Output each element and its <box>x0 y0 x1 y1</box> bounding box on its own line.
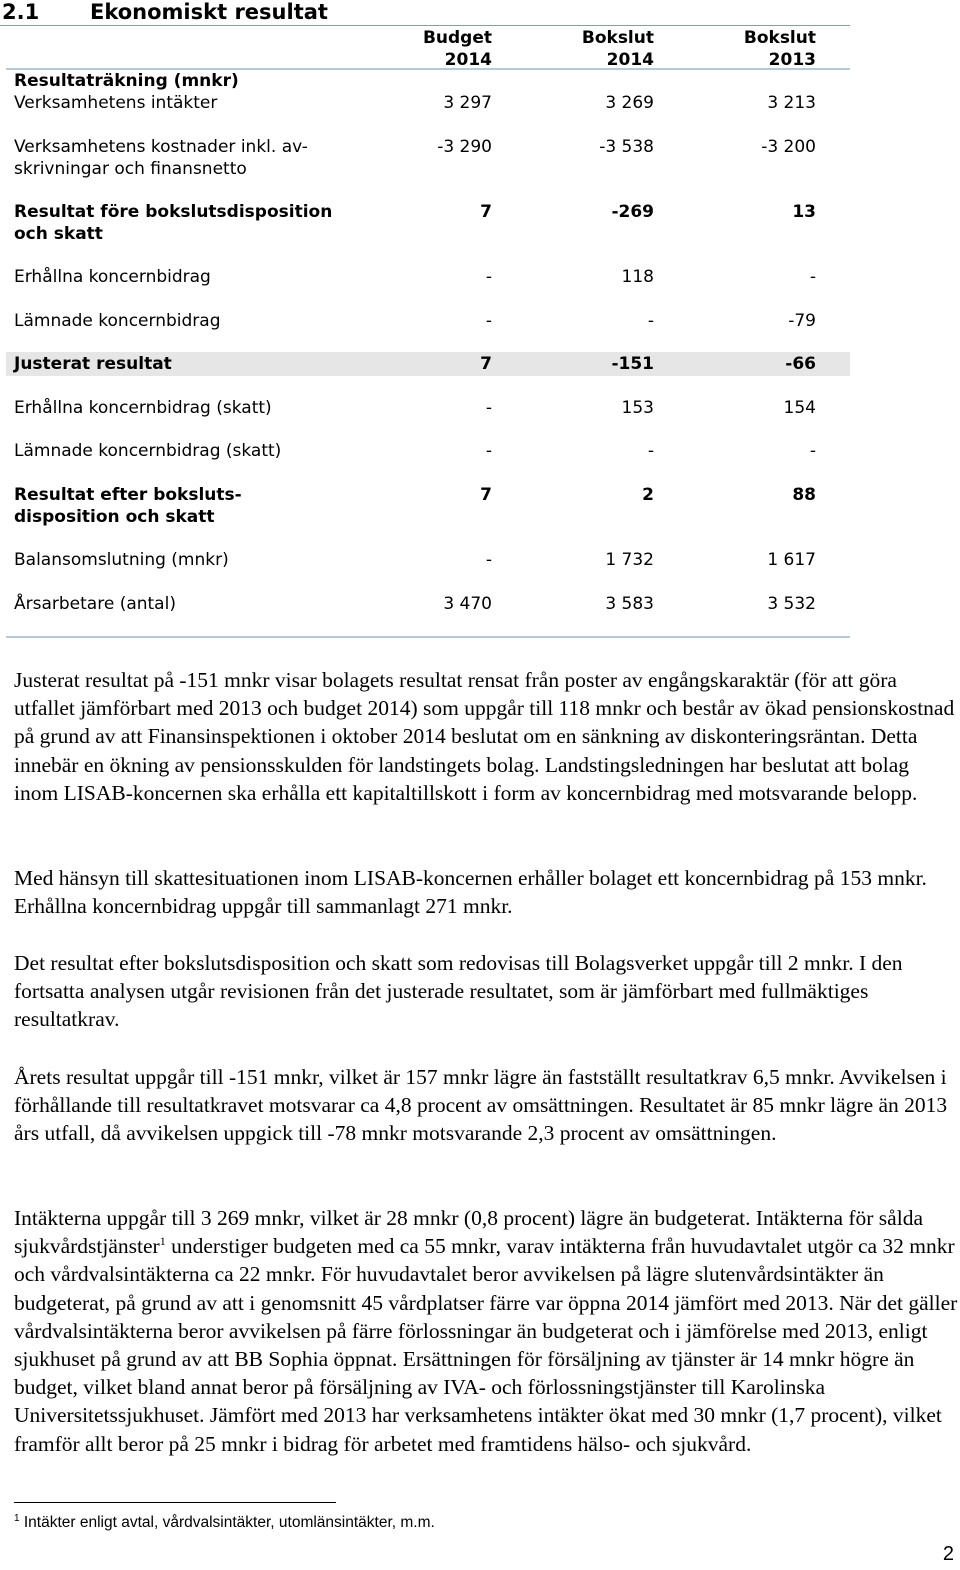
paragraph: Årets resultat uppgår till -151 mnkr, vilket är 157 mnkr lägre än fastställt resultatkrav 6,5 mnkr. Avvikelsen i förhållande till resultatkravet motsvarar ca 4,8 procent av omsättningen. Resultatet är 85 mnkr lägre än 2013 års utfall, då avvikelsen uppgick till -78 mnkr motsvarande 2,3 procent av omsättningen. <box>14 1065 948 1146</box>
footnote <box>14 1514 435 1532</box>
section-heading <box>0 0 850 26</box>
table-bottom-rule <box>6 636 850 638</box>
paragraph: Det resultat efter bokslutsdisposition och skatt som redovisas till Bolagsverket uppgår till 2 mnkr. I den fortsatta analysen utgår revisionen från det justerade resultatet, som är jämförbart med fullmäktiges resultatkrav. <box>14 951 903 1032</box>
paragraph: Med hänsyn till skattesituationen inom LISAB-koncernen erhåller bolaget ett koncernbidrag på 153 mnkr. Erhållna koncernbidrag uppgår till sammanlagt 271 mnkr. <box>14 866 927 919</box>
section-title: Ekonomiskt resultat <box>90 0 328 24</box>
column-header-budget-2014: Budget 2014 <box>422 28 492 70</box>
section-number: 2.1 <box>2 0 40 24</box>
footnote-number: 1 <box>14 1512 20 1524</box>
footnote-text: Intäkter enligt avtal, vårdvalsintäkter, utomlänsintäkter, m.m. <box>23 1514 435 1531</box>
paragraph: Intäkterna uppgår till 3 269 mnkr, vilket är 28 mnkr (0,8 procent) lägre än budgeterat. Intäkterna för sålda sjukvårdstjänster$^1$ understiger budgeten med ca 55 mnkr, varav intäkterna från huvudavtalet utgör ca 32 mnkr och vårdvalsintäkterna ca 22 mnkr. För huvudavtalet beror avvikelsen på lägre slutenvårdsintäkter än budgeterat, på grund av att i genomsnitt 45 vårdplatser färre var öppna 2014 jämfört med 2013. När det gäller vårdvalsintäkterna beror avvikelsen på färre förlossningar än budgeterat och i jämförelse med 2013, enligt sjukhuset på grund av att BB Sophia öppnat. Ersättningen för försäljning av tjänster är 14 mnkr högre än budget, vilket bland annat beror på försäljning av IVA- och förlossningstjänster till Karolinska Universitetssjukhuset. Jämfört med 2013 har verksamhetens intäkter ökat med 30 mnkr (1,7 procent), vilket framför allt beror på 25 mnkr i bidrag för arbetet med framtidens hälso- och sjukvård. <box>14 1206 958 1456</box>
page-number: 2 <box>942 1543 954 1565</box>
paragraph: Justerat resultat på -151 mnkr visar bolagets resultat rensat från poster av engångskaraktär (för att göra utfallet jämförbart med 2013 och budget 2014) som uppgår till 118 mnkr och består av ökad pensionskostnad på grund av att Finansinspektionen i oktober 2014 beslutat om en sänkning av diskonteringsräntan. Detta innebär en ökning av pensionsskulden för landstingets bolag. Landstingsledningen har beslutat att bolag inom LISAB-koncernen ska erhålla ett kapitaltillskott i form av koncernbidrag med motsvarande belopp. <box>14 668 955 805</box>
table-row-highlighted: Justerat resultat 7 -151 -66 <box>6 352 850 376</box>
column-header-bokslut-2013: Bokslut 2013 <box>743 28 816 70</box>
column-header-bokslut-2014: Bokslut 2014 <box>581 28 654 70</box>
table-header-row <box>6 26 850 70</box>
footnote-reference: 1 <box>159 1234 166 1249</box>
footnote-separator <box>14 1502 336 1503</box>
